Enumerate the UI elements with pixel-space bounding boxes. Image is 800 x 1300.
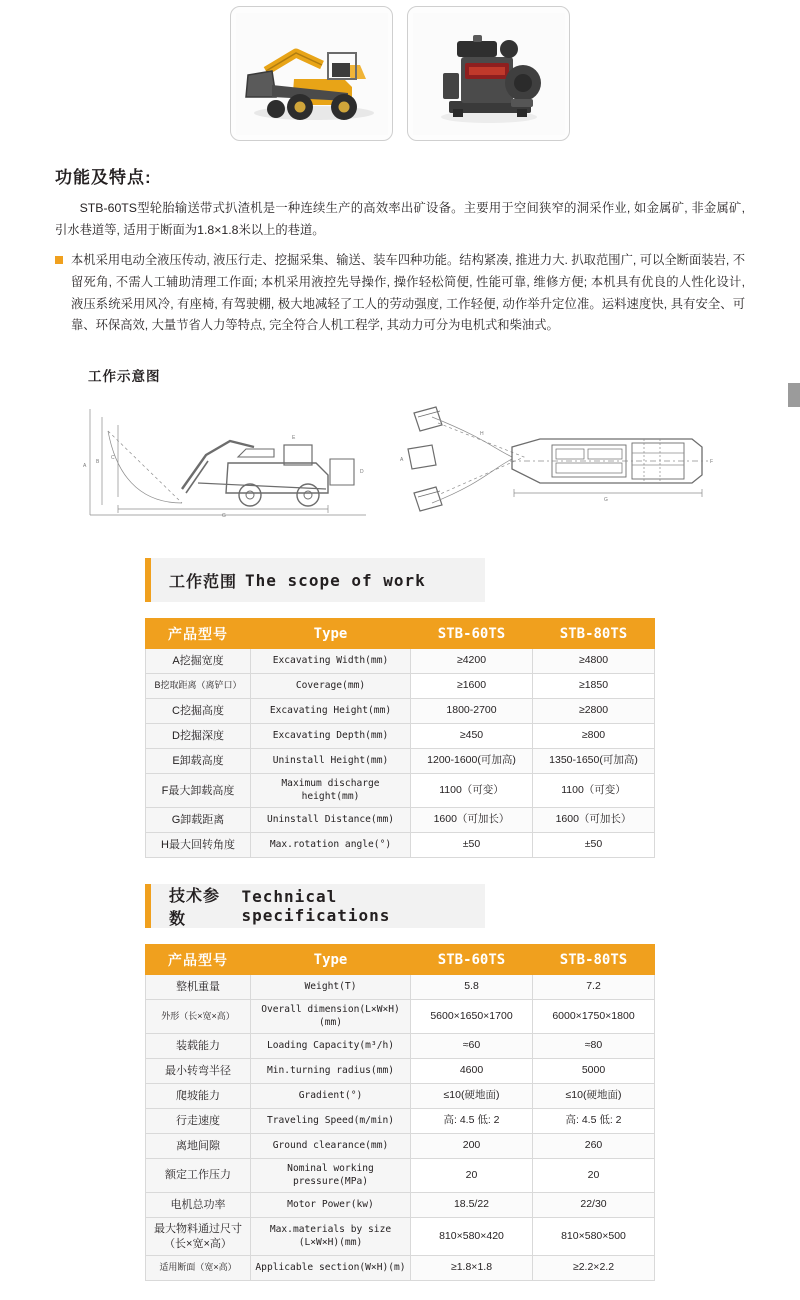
page-side-tab (788, 383, 800, 407)
technical-table-body (146, 975, 655, 1281)
cell-stb60ts: 5600×1650×1700 (411, 1000, 533, 1034)
cell-name: 最小转弯半径 (146, 1059, 251, 1084)
cell-stb60ts: ±50 (411, 833, 533, 858)
table-row (146, 833, 655, 858)
cell-stb60ts: ≥1600 (411, 674, 533, 699)
table-row (146, 975, 655, 1000)
cell-name: A挖掘宽度 (146, 649, 251, 674)
cell-name: G卸载距离 (146, 808, 251, 833)
cell-stb60ts: 4600 (411, 1059, 533, 1084)
table-row (146, 749, 655, 774)
table-row (146, 699, 655, 724)
svg-text:G: G (222, 513, 226, 520)
cell-type: Ground clearance(mm) (251, 1134, 411, 1159)
table-row (146, 1134, 655, 1159)
table-row (146, 1109, 655, 1134)
table-row (146, 724, 655, 749)
cell-type: Applicable section(W×H)(m) (251, 1256, 411, 1281)
cell-stb80ts: 高: 4.5 低: 2 (533, 1109, 655, 1134)
loader-machine-photo (230, 6, 393, 141)
svg-text:G: G (604, 497, 608, 504)
cell-type: Min.turning radius(mm) (251, 1059, 411, 1084)
cell-stb60ts: 1600（可加长） (411, 808, 533, 833)
cell-stb60ts: 20 (411, 1159, 533, 1193)
cell-type: Max.materials by size (L×W×H)(mm) (251, 1218, 411, 1256)
cell-name: 适用断面（宽×高） (146, 1256, 251, 1281)
cell-name: 装载能力 (146, 1034, 251, 1059)
diesel-engine-photo (407, 6, 570, 141)
cell-stb80ts: 22/30 (533, 1193, 655, 1218)
cell-stb60ts: 810×580×420 (411, 1218, 533, 1256)
cell-stb80ts: ≥800 (533, 724, 655, 749)
features-paragraph-2-text: 本机采用电动全液压传动, 液压行走、挖掘采集、输送、装车四种功能。结构紧凑, 推进力大. 扒取范围广, 可以全断面装岩, 不留死角, 不需人工辅助清理工作面; 本机采用液控先导操作, 操作轻松简便, 性能可靠, 维修方便; 本机具有优良的人性化设计, 液压系统采用风冷, 有座椅, 有驾驶棚, 极大地减轻了工人的劳动强度, 工作轻便, 动作举升定位准。运料速度快, 具有安全、可靠、环保高效, 大量节省人力等特点, 完全符合人机工程学, 其动力可分为电机式和柴油式。 (71, 252, 745, 333)
cell-stb80ts: 1100（可变） (533, 774, 655, 808)
technical-header-2: STB-60TS (411, 945, 533, 975)
cell-name: 外形（长×宽×高） (146, 1000, 251, 1034)
cell-stb60ts: 18.5/22 (411, 1193, 533, 1218)
cell-stb60ts: 1800-2700 (411, 699, 533, 724)
cell-type: Max.rotation angle(°) (251, 833, 411, 858)
diagram-row (0, 397, 800, 532)
table-row (146, 1059, 655, 1084)
cell-stb60ts: ≥450 (411, 724, 533, 749)
technical-header-1: Type (251, 945, 411, 975)
side-view-drawing (78, 397, 378, 532)
cell-stb80ts: ≥4800 (533, 649, 655, 674)
scope-header-1: Type (251, 619, 411, 649)
technical-banner-en: Technical specifications (241, 887, 391, 926)
cell-stb80ts: ≥2.2×2.2 (533, 1256, 655, 1281)
diagram-title: 工作示意图 (88, 369, 161, 385)
technical-banner (145, 884, 485, 928)
technical-header-0: 产品型号 (146, 945, 251, 975)
technical-banner-cn: 技术参数 (169, 888, 221, 929)
table-header-row (146, 945, 655, 975)
cell-stb60ts: 200 (411, 1134, 533, 1159)
scope-banner-en: The scope of work (245, 570, 426, 590)
cell-stb80ts: 1600（可加长） (533, 808, 655, 833)
cell-stb60ts: ≥4200 (411, 649, 533, 674)
table-row (146, 1218, 655, 1256)
cell-stb80ts: ≥2800 (533, 699, 655, 724)
top-view-drawing (392, 397, 722, 532)
table-row (146, 808, 655, 833)
cell-type: Weight(T) (251, 975, 411, 1000)
cell-stb80ts: ±50 (533, 833, 655, 858)
technical-table (145, 944, 655, 1281)
cell-stb80ts: 7.2 (533, 975, 655, 1000)
scope-table-body (146, 649, 655, 858)
table-row (146, 1159, 655, 1193)
scope-header-2: STB-60TS (411, 619, 533, 649)
features-title: 功能及特点: (55, 168, 152, 187)
technical-header-3: STB-80TS (533, 945, 655, 975)
cell-stb60ts: 1200-1600(可加高) (411, 749, 533, 774)
cell-type: Maximum discharge height(mm) (251, 774, 411, 808)
cell-name: 离地间隙 (146, 1134, 251, 1159)
cell-type: Coverage(mm) (251, 674, 411, 699)
cell-type: Traveling Speed(m/min) (251, 1109, 411, 1134)
cell-type: Gradient(°) (251, 1084, 411, 1109)
cell-stb60ts: ≤10(硬地面) (411, 1084, 533, 1109)
svg-text:A: A (83, 463, 87, 470)
svg-text:B: B (96, 459, 100, 466)
scope-banner-cn: 工作范围 (169, 573, 238, 591)
cell-type: Overall dimension(L×W×H)(mm) (251, 1000, 411, 1034)
cell-stb60ts: 高: 4.5 低: 2 (411, 1109, 533, 1134)
cell-stb60ts: 1100（可变） (411, 774, 533, 808)
table-row (146, 1084, 655, 1109)
svg-text:A: A (400, 457, 404, 464)
features-paragraph-2 (55, 250, 745, 338)
cell-stb80ts: 810×580×500 (533, 1218, 655, 1256)
cell-name: E卸载高度 (146, 749, 251, 774)
bullet-square-icon (55, 256, 63, 264)
cell-stb80ts: 5000 (533, 1059, 655, 1084)
cell-type: Uninstall Height(mm) (251, 749, 411, 774)
svg-text:D: D (360, 469, 364, 476)
cell-stb80ts: ≥1850 (533, 674, 655, 699)
cell-stb80ts: 20 (533, 1159, 655, 1193)
cell-type: Excavating Height(mm) (251, 699, 411, 724)
cell-type: Uninstall Distance(mm) (251, 808, 411, 833)
cell-type: Excavating Width(mm) (251, 649, 411, 674)
cell-type: Nominal working pressure(MPa) (251, 1159, 411, 1193)
cell-stb80ts: 260 (533, 1134, 655, 1159)
table-row (146, 674, 655, 699)
cell-name: 爬坡能力 (146, 1084, 251, 1109)
table-header-row (146, 619, 655, 649)
scope-header-3: STB-80TS (533, 619, 655, 649)
product-photo-row (0, 0, 800, 141)
cell-name: 电机总功率 (146, 1193, 251, 1218)
svg-text:C: C (111, 455, 115, 462)
cell-stb60ts: 5.8 (411, 975, 533, 1000)
table-row (146, 1256, 655, 1281)
cell-stb80ts: ≈80 (533, 1034, 655, 1059)
cell-name: 最大物料通过尺寸（长×宽×高） (146, 1218, 251, 1256)
features-paragraph-1: STB-60TS型轮胎输送带式扒渣机是一种连续生产的高效率出矿设备。主要用于空间狭窄的洞采作业, 如金属矿, 非金属矿, 引水巷道等, 适用于断面为1.8×1.8米以上的巷道。 (55, 201, 745, 237)
cell-name: F最大卸载高度 (146, 774, 251, 808)
cell-name: C挖掘高度 (146, 699, 251, 724)
cell-name: 整机重量 (146, 975, 251, 1000)
svg-text:H: H (480, 431, 484, 438)
table-row (146, 1193, 655, 1218)
cell-stb80ts: 1350-1650(可加高) (533, 749, 655, 774)
svg-text:E: E (292, 435, 296, 442)
scope-header-0: 产品型号 (146, 619, 251, 649)
cell-stb80ts: 6000×1750×1800 (533, 1000, 655, 1034)
cell-name: 额定工作压力 (146, 1159, 251, 1193)
table-row (146, 774, 655, 808)
cell-name: 行走速度 (146, 1109, 251, 1134)
cell-type: Excavating Depth(mm) (251, 724, 411, 749)
cell-name: B挖取距离（离铲口） (146, 674, 251, 699)
table-row (146, 1034, 655, 1059)
scope-banner (145, 558, 485, 602)
svg-text:F: F (710, 459, 714, 466)
cell-type: Loading Capacity(m³/h) (251, 1034, 411, 1059)
cell-name: H最大回转角度 (146, 833, 251, 858)
table-row (146, 1000, 655, 1034)
cell-stb80ts: ≤10(硬地面) (533, 1084, 655, 1109)
cell-stb60ts: ≈60 (411, 1034, 533, 1059)
cell-stb60ts: ≥1.8×1.8 (411, 1256, 533, 1281)
table-row (146, 649, 655, 674)
scope-table (145, 618, 655, 858)
cell-type: Motor Power(kw) (251, 1193, 411, 1218)
cell-name: D挖掘深度 (146, 724, 251, 749)
